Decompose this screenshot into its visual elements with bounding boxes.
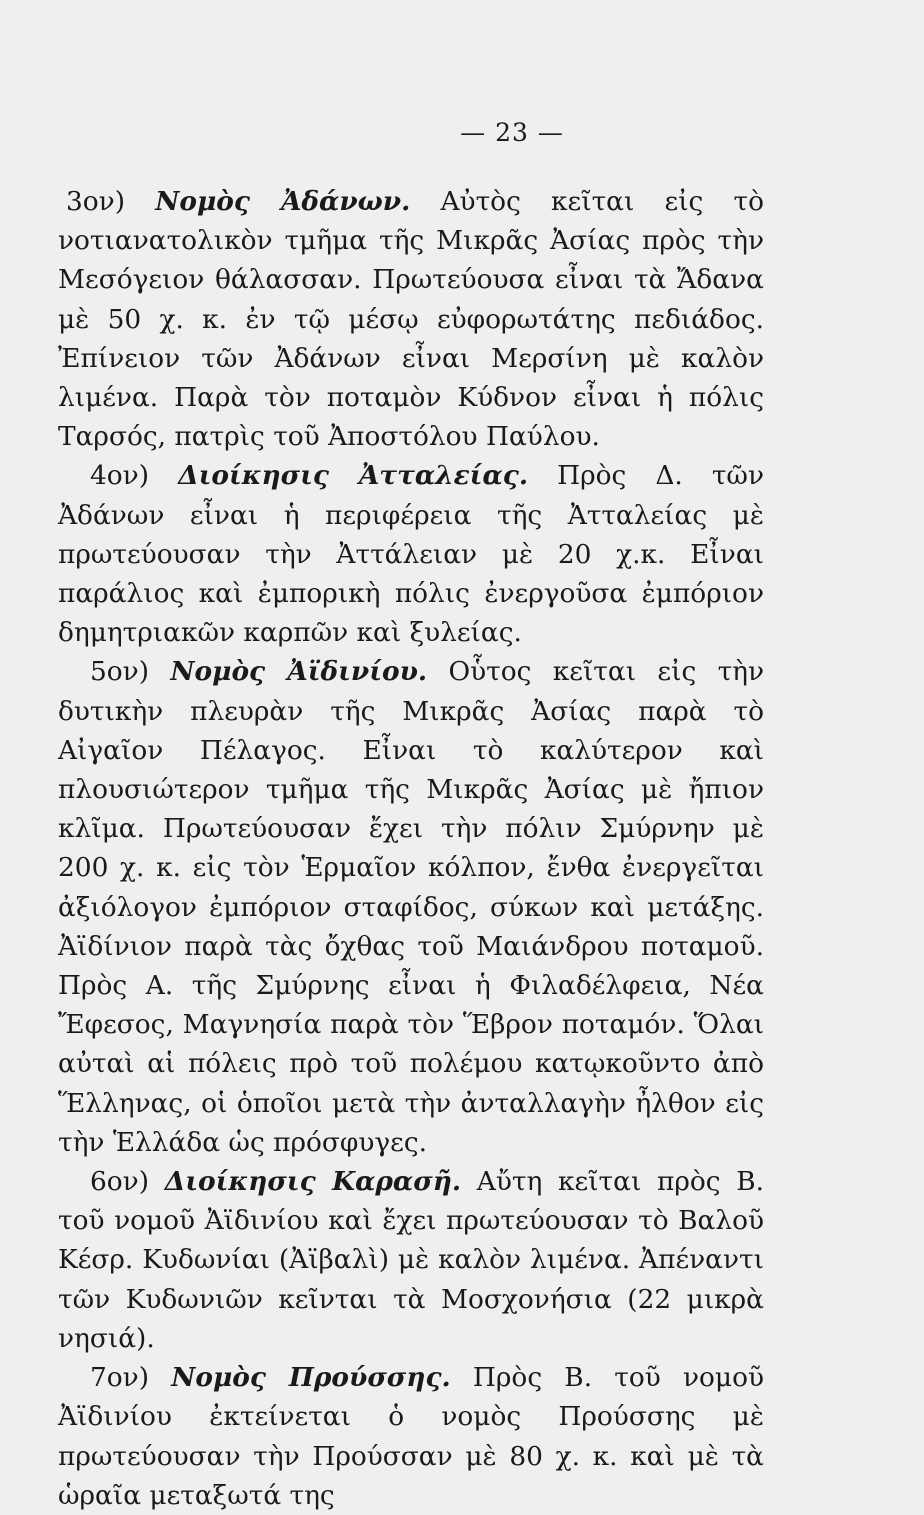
section-heading: Διοίκησις Καρασῆ. (164, 1166, 462, 1198)
text-body (58, 182, 764, 1515)
paragraph-4-attaleia (58, 456, 764, 652)
section-text: Πρὸς Β. τοῦ νομοῦ Ἀϊδινίου ἐκτείνεται ὁ νομὸς Προύσσης μὲ πρωτεύουσαν τὴν Προύσσαν μὲ 80 χ. κ. καὶ μὲ τὰ ὡραῖα μεταξωτά της (58, 1362, 765, 1511)
section-number: 5ον) (90, 656, 150, 688)
section-heading: Νομὸς Ἀϊδινίου. (170, 656, 428, 688)
section-text: Οὗτος κεῖται εἰς τὴν δυτικὴν πλευρὰν τῆς Μικρᾶς Ἀσίας παρὰ τὸ Αἰγαῖον Πέλαγος. Εἶναι τὸ καλύτερον καὶ πλουσιώτερον τμῆμα τῆς Μικρᾶς Ἀσίας μὲ ἤπιον κλῖμα. Πρωτεύουσαν ἔχει τὴν πόλιν Σμύρνην μὲ 200 χ. κ. εἰς τὸν Ἑρμαῖον κόλπον, ἔνθα ἐνεργεῖται ἀξιόλογον ἐμπόριον σταφίδος, σύκων καὶ μετάξης. Ἀϊδίνιον παρὰ τὰς ὄχθας τοῦ Μαιάνδρου ποταμοῦ. Πρὸς Α. τῆς Σμύρνης εἶναι ἡ Φιλαδέλφεια, Νέα Ἔφεσος, Μαγνησία παρὰ τὸν Ἕβρον ποταμόν. Ὅλαι αὐταὶ αἱ πόλεις πρὸ τοῦ πολέμου κατῳκοῦντο ἀπὸ Ἕλληνας, οἱ ὁποῖοι μετὰ τὴν ἀνταλλαγὴν ἦλθον εἰς τὴν Ἑλλάδα ὡς πρόσφυγες. (58, 656, 765, 1158)
page-number: — 23 — (460, 118, 564, 147)
section-number: 6ον) (90, 1166, 150, 1198)
section-heading: Νομὸς Ἀδάνων. (155, 186, 411, 217)
section-text: Αὐτὸς κεῖται εἰς τὸ νοτιανατολικὸν τμῆμα τῆς Μικρᾶς Ἀσίας πρὸς τὴν Μεσόγειον θάλασσαν. Πρωτεύουσα εἶναι τὰ Ἄδανα μὲ 50 χ. κ. ἐν τῷ μέσῳ εὐφορωτάτης πεδιάδος. Ἐπίνειον τῶν Ἀδάνων εἶναι Μερσίνη μὲ καλὸν λιμένα. Παρὰ τὸν ποταμὸν Κύδνον εἶναι ἡ πόλις Ταρσός, πατρὶς τοῦ Ἀποστόλου Παύλου. (58, 186, 765, 453)
paragraph-6-karasi (58, 1162, 764, 1358)
paragraph-5-aidin (58, 652, 764, 1162)
section-text: Πρὸς Δ. τῶν Ἀδάνων εἶναι ἡ περιφέρεια τῆς Ἀτταλείας μὲ πρωτεύουσαν τὴν Ἀττάλειαν μὲ 20 χ.κ. Εἶναι παράλιος καὶ ἐμπορικὴ πόλις ἐνεργοῦσα ἐμπόριον δημητριακῶν καρπῶν καὶ ξυλείας. (58, 460, 764, 649)
section-heading: Νομὸς Προύσσης. (171, 1362, 451, 1394)
section-number: 3ον) (66, 186, 126, 217)
section-number: 4ον) (90, 460, 150, 492)
paragraph-3-adana (58, 182, 764, 456)
section-number: 7ον) (90, 1362, 150, 1394)
section-heading: Διοίκησις Ἀτταλείας. (178, 460, 529, 492)
paragraph-7-prousa (58, 1358, 764, 1515)
section-text: Αὔτη κεῖται πρὸς Β. τοῦ νομοῦ Ἀϊδινίου καὶ ἔχει πρωτεύουσαν τὸ Βαλοῦ Κέσρ. Κυδωνίαι (Ἀϊβαλὶ) μὲ καλὸν λιμένα. Ἀπέναντι τῶν Κυδωνιῶν κεῖνται τὰ Μοσχονήσια (22 μικρὰ νησιά). (58, 1166, 765, 1354)
